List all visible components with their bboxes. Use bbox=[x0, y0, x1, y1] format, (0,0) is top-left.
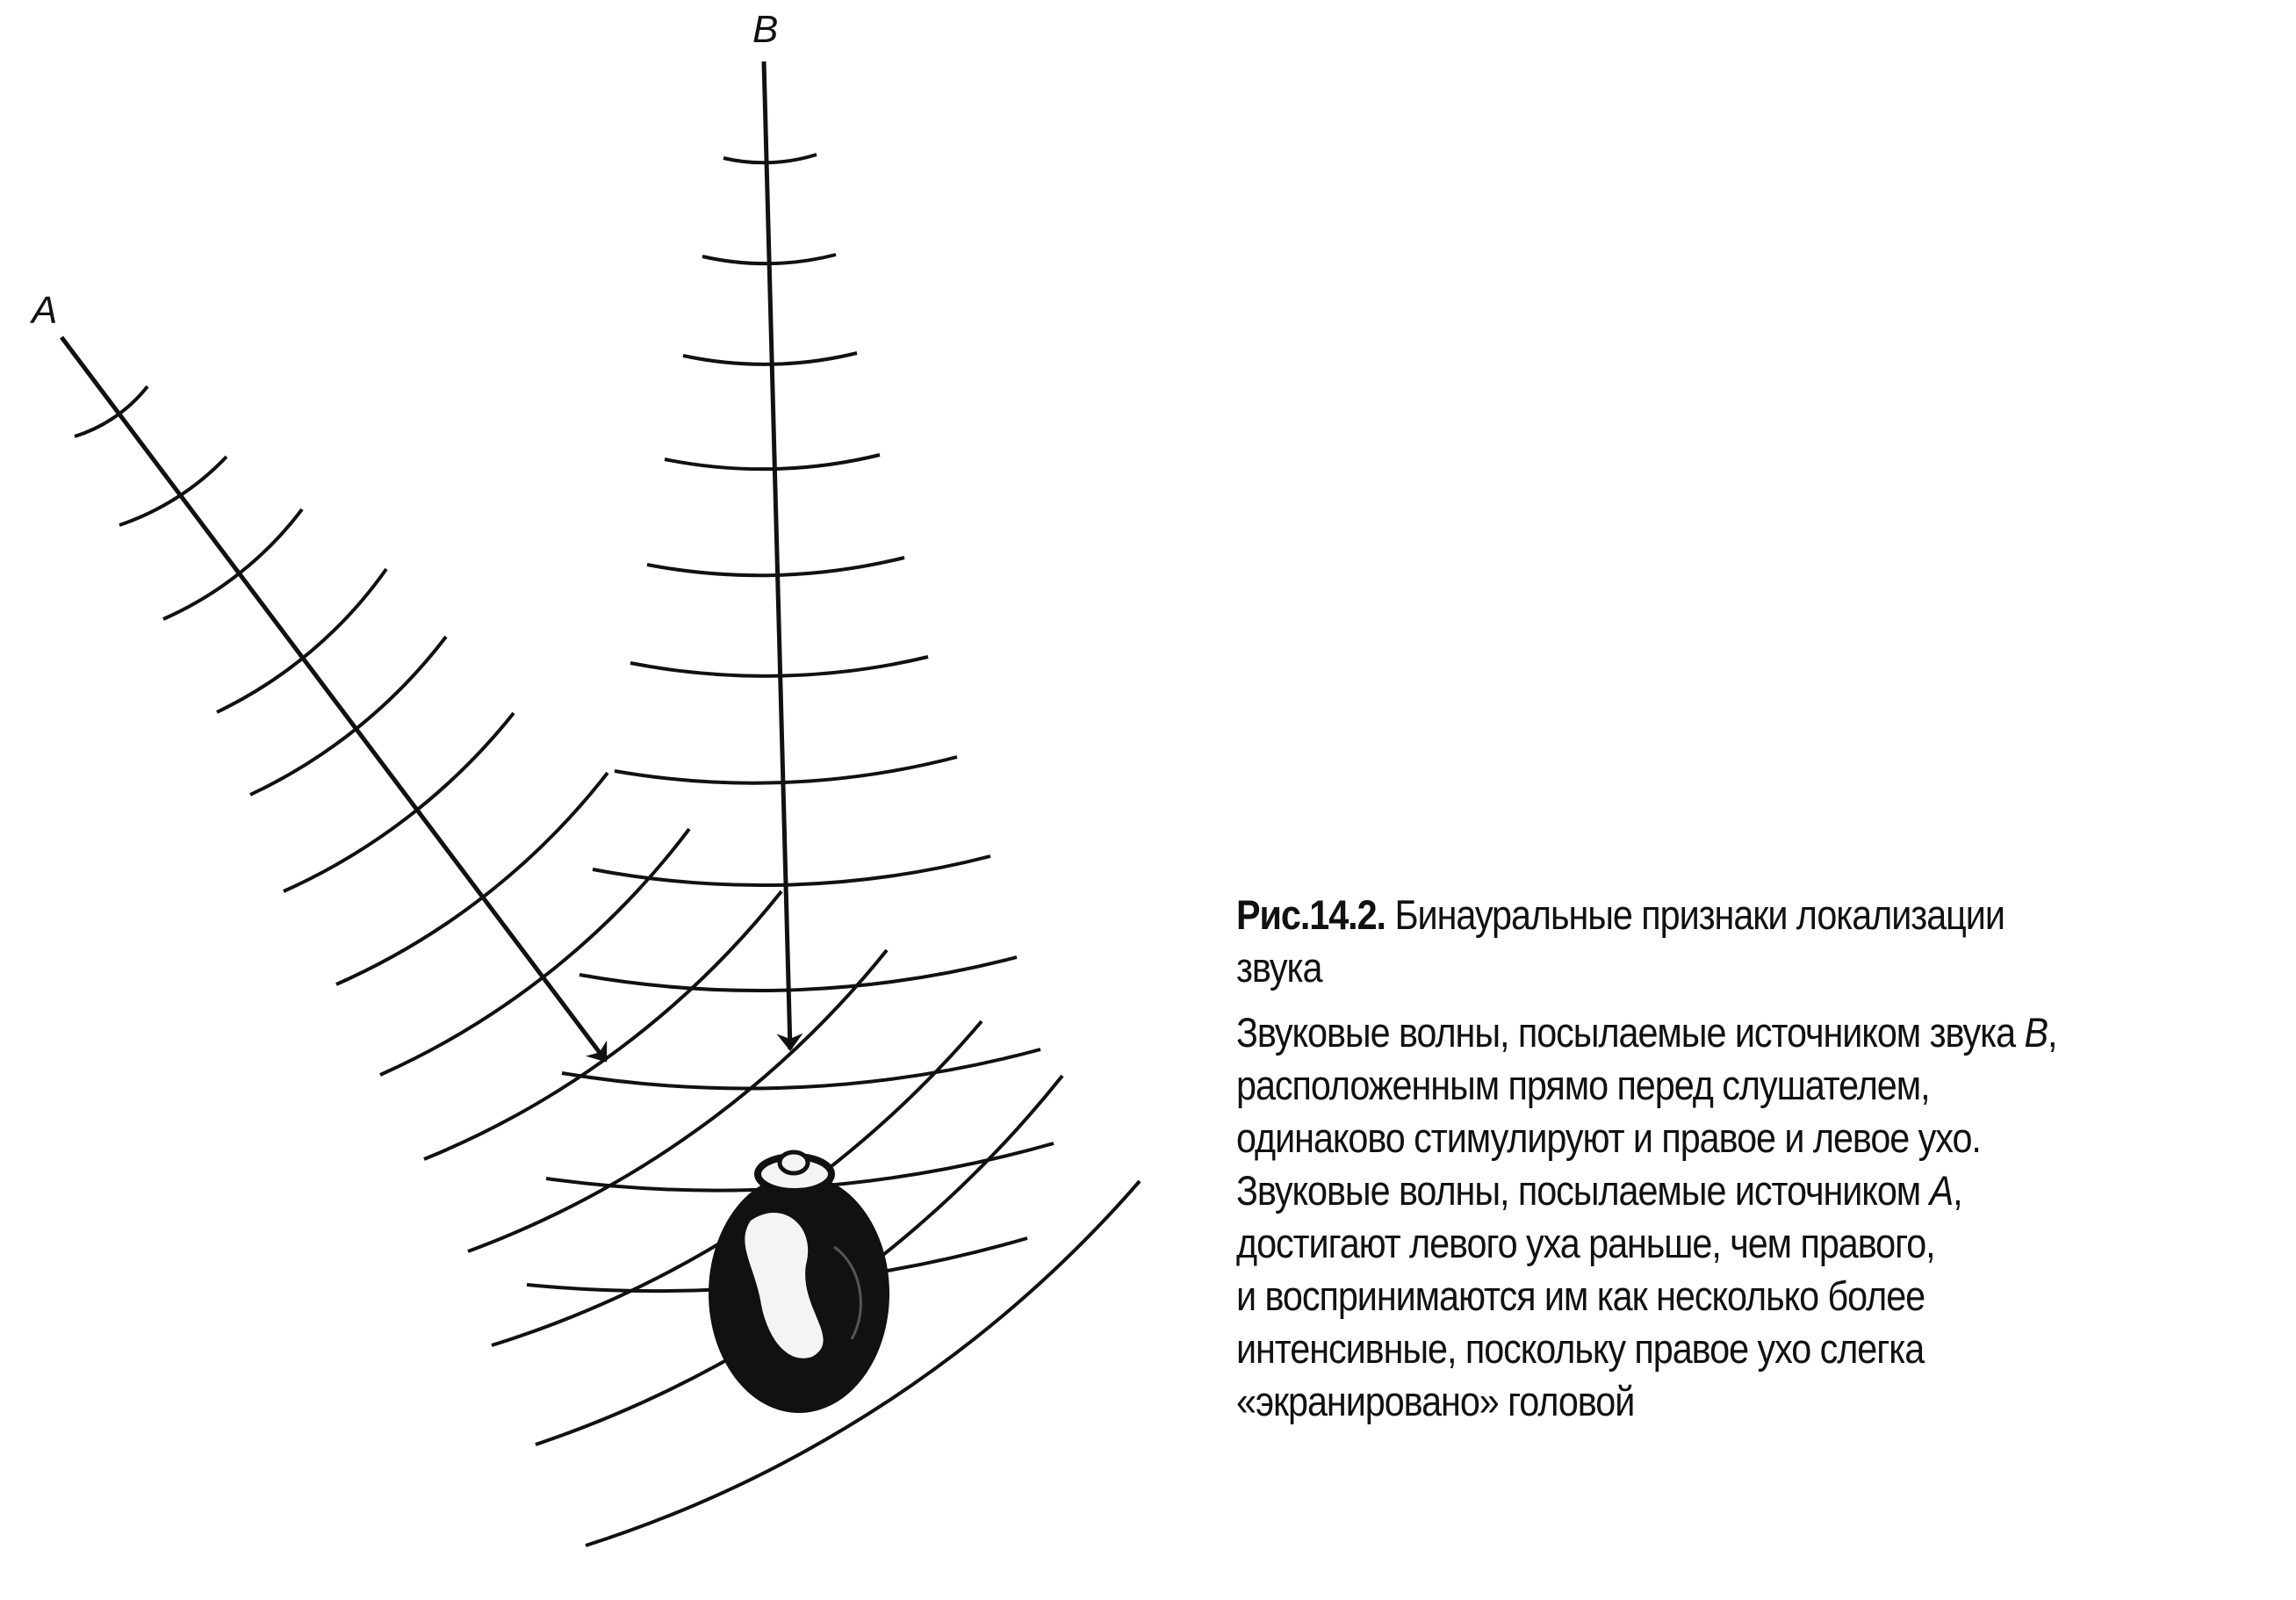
source-b-wavefront bbox=[665, 455, 880, 469]
caption-source-a-letter: A bbox=[1929, 1167, 1954, 1214]
source-b-label: B bbox=[752, 8, 779, 51]
caption-body-line-1 bbox=[1236, 1006, 2264, 1059]
propagation-arrows bbox=[61, 61, 790, 1061]
source-b-wavefront bbox=[615, 757, 957, 783]
source-b-direction-arrow bbox=[764, 61, 790, 1049]
source-b-wavefront bbox=[562, 1049, 1040, 1088]
caption-body-line-7: интенсивные, поскольку правое ухо слегка bbox=[1236, 1325, 1925, 1372]
caption-comma-a: , bbox=[1953, 1167, 1962, 1214]
source-a-wavefront bbox=[217, 569, 386, 712]
source-b-wavefronts bbox=[527, 155, 1054, 1291]
source-b-wavefront bbox=[723, 155, 817, 162]
caption-body-line-2: расположенным прямо перед слушателем, bbox=[1236, 1062, 1930, 1108]
source-a-direction-arrow bbox=[61, 337, 606, 1061]
caption-body-line-3: одинаково стимулируют и правое и левое ухо. bbox=[1236, 1114, 1981, 1161]
figure-number: Рис.14.2. bbox=[1236, 891, 1386, 938]
source-b-wavefront bbox=[593, 856, 990, 885]
source-a-wavefront bbox=[336, 773, 608, 984]
caption-body-line-4 bbox=[1236, 1164, 2264, 1217]
source-a-wavefront bbox=[119, 457, 227, 525]
caption-line-1-text: Звуковые волны, посылаемые источником звука bbox=[1236, 1009, 2016, 1056]
caption-body-line-5: достигают левого уха раньше, чем правого, bbox=[1236, 1220, 1935, 1266]
figure-caption bbox=[1236, 889, 2156, 1428]
caption-comma-b: , bbox=[2047, 1009, 2057, 1056]
nose-tip bbox=[780, 1152, 808, 1173]
source-a-wavefront bbox=[380, 829, 689, 1075]
source-a-wavefront bbox=[75, 386, 148, 436]
caption-body-line-6: и воспринимаются им как несколько более bbox=[1236, 1272, 1925, 1319]
caption-title-first: Бинауральные признаки локализации bbox=[1394, 891, 2005, 938]
source-a-wavefront bbox=[424, 891, 781, 1159]
caption-title-second: звука bbox=[1236, 944, 1322, 991]
source-a-label: A bbox=[32, 289, 58, 332]
caption-source-b-letter: B bbox=[2024, 1009, 2048, 1056]
caption-title bbox=[1236, 889, 2264, 994]
caption-body-line-8: «экранировано» головой bbox=[1236, 1378, 1635, 1424]
caption-body bbox=[1236, 1006, 2264, 1428]
caption-line-4-text: Звуковые волны, посылаемые источником bbox=[1236, 1167, 1921, 1214]
source-a-wavefront bbox=[284, 713, 514, 891]
source-b-wavefront bbox=[579, 957, 1017, 991]
